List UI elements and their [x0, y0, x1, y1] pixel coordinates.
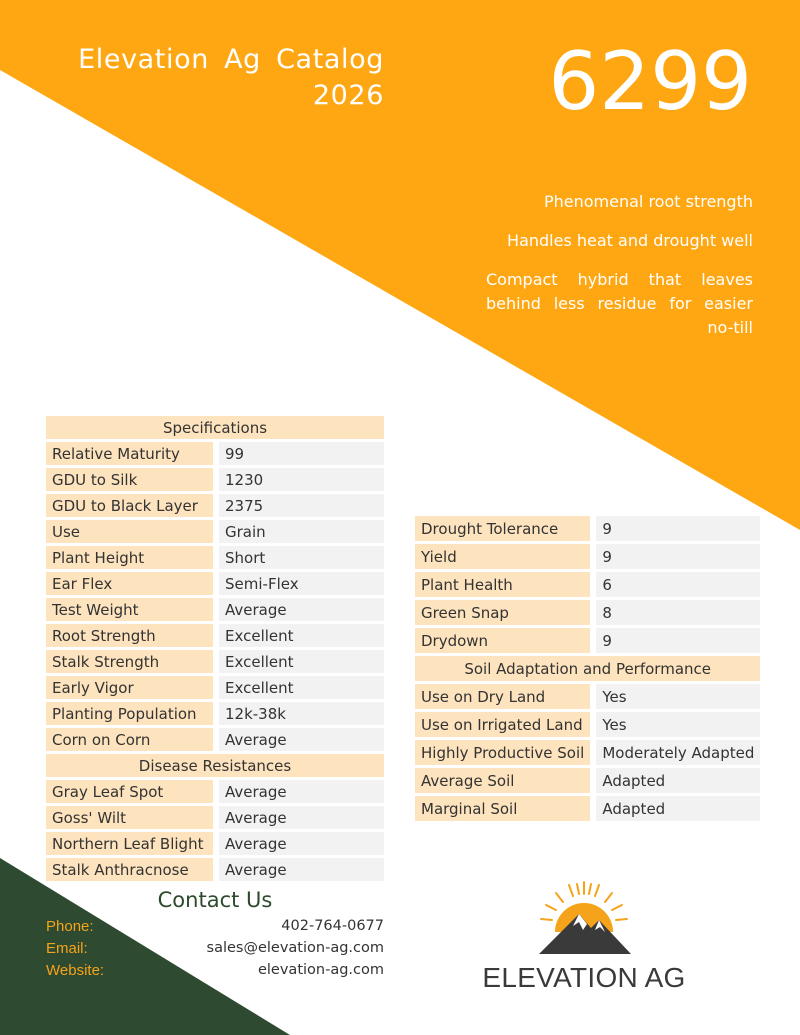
feature-list [486, 190, 753, 355]
contact-website-row [46, 962, 384, 984]
contact-email-row [46, 940, 384, 962]
rating-label: Drydown [415, 628, 590, 653]
spec-label: Use [46, 520, 213, 543]
table-row [46, 598, 384, 621]
spec-value: Average [213, 598, 384, 621]
sun-over-mountains-icon [533, 878, 635, 958]
table-row [46, 806, 384, 829]
disease-value: Average [213, 858, 384, 881]
disease-label: Goss' Wilt [46, 806, 213, 829]
spec-label: Ear Flex [46, 572, 213, 595]
soil-value: Adapted [590, 768, 760, 793]
hybrid-number: 6299 [548, 35, 752, 128]
table-row [46, 702, 384, 725]
spec-value: 99 [213, 442, 384, 465]
spec-label: Stalk Strength [46, 650, 213, 673]
website-label: Website: [46, 962, 105, 979]
spec-value: Average [213, 728, 384, 751]
spec-value: Short [213, 546, 384, 569]
table-heading-row [415, 656, 760, 681]
catalog-year: 2026 [312, 80, 384, 111]
spec-label: Planting Population [46, 702, 213, 725]
spec-label: Relative Maturity [46, 442, 213, 465]
spec-value: 2375 [213, 494, 384, 517]
table-row [46, 442, 384, 465]
catalog-title-line1: Elevation Ag Catalog [78, 44, 384, 75]
spec-value: Excellent [213, 650, 384, 673]
table-row [46, 858, 384, 881]
table-heading-row [46, 416, 384, 439]
table-row [415, 740, 760, 765]
disease-value: Average [213, 780, 384, 803]
soil-value: Yes [590, 684, 760, 709]
disease-value: Average [213, 832, 384, 855]
feature-item: Handles heat and drought well [507, 231, 753, 250]
disease-value: Average [213, 806, 384, 829]
rating-value: 9 [590, 628, 760, 653]
spec-value: Grain [213, 520, 384, 543]
specifications-heading: Specifications [46, 416, 384, 439]
contact-heading: Contact Us [157, 888, 273, 912]
email-link[interactable]: sales@elevation-ag.com [206, 940, 384, 956]
table-row [46, 780, 384, 803]
table-row [415, 684, 760, 709]
table-row [415, 628, 760, 653]
rating-label: Plant Health [415, 572, 590, 597]
website-link[interactable]: elevation-ag.com [257, 962, 384, 978]
spec-label: GDU to Black Layer [46, 494, 213, 517]
table-row [46, 832, 384, 855]
soil-value: Yes [590, 712, 760, 737]
spec-label: Root Strength [46, 624, 213, 647]
spec-value: Excellent [213, 624, 384, 647]
catalog-title [40, 42, 384, 114]
table-row [415, 516, 760, 541]
spec-value: 1230 [213, 468, 384, 491]
phone-value[interactable]: 402-764-0677 [281, 918, 384, 934]
table-row [46, 624, 384, 647]
table-row [46, 650, 384, 673]
soil-label: Use on Irrigated Land [415, 712, 590, 737]
table-row [46, 520, 384, 543]
spec-label: Test Weight [46, 598, 213, 621]
email-label: Email: [46, 940, 88, 957]
soil-label: Average Soil [415, 768, 590, 793]
logo-text: ELEVATION AG [482, 962, 686, 993]
rating-value: 9 [590, 544, 760, 569]
rating-label: Green Snap [415, 600, 590, 625]
ratings-and-soil-table [415, 513, 760, 824]
spec-label: GDU to Silk [46, 468, 213, 491]
spec-label: Early Vigor [46, 676, 213, 699]
table-row [46, 494, 384, 517]
table-row [46, 546, 384, 569]
table-heading-row [46, 754, 384, 777]
soil-label: Highly Productive Soil [415, 740, 590, 765]
soil-value: Adapted [590, 796, 760, 821]
spec-value: Semi-Flex [213, 572, 384, 595]
table-row [46, 676, 384, 699]
table-row [415, 712, 760, 737]
disease-resistances-heading: Disease Resistances [46, 754, 384, 777]
soil-label: Marginal Soil [415, 796, 590, 821]
rating-value: 8 [590, 600, 760, 625]
table-row [415, 572, 760, 597]
elevation-ag-logo [478, 878, 690, 998]
feature-item: Compact hybrid that leaves behind less residue for easier no-till [486, 270, 753, 337]
soil-value: Moderately Adapted [590, 740, 760, 765]
spec-label: Plant Height [46, 546, 213, 569]
soil-label: Use on Dry Land [415, 684, 590, 709]
table-row [415, 768, 760, 793]
table-row [46, 728, 384, 751]
spec-value: 12k-38k [213, 702, 384, 725]
rating-label: Yield [415, 544, 590, 569]
rating-label: Drought Tolerance [415, 516, 590, 541]
rating-value: 9 [590, 516, 760, 541]
table-row [46, 572, 384, 595]
contact-phone-row [46, 918, 384, 940]
spec-value: Excellent [213, 676, 384, 699]
table-row [415, 544, 760, 569]
table-row [415, 600, 760, 625]
spec-label: Corn on Corn [46, 728, 213, 751]
disease-label: Gray Leaf Spot [46, 780, 213, 803]
disease-label: Stalk Anthracnose [46, 858, 213, 881]
specifications-table [46, 413, 384, 884]
phone-label: Phone: [46, 918, 94, 935]
disease-label: Northern Leaf Blight [46, 832, 213, 855]
table-row [46, 468, 384, 491]
rating-value: 6 [590, 572, 760, 597]
table-row [415, 796, 760, 821]
feature-item: Phenomenal root strength [543, 192, 753, 211]
soil-adaptation-heading: Soil Adaptation and Performance [415, 656, 760, 681]
